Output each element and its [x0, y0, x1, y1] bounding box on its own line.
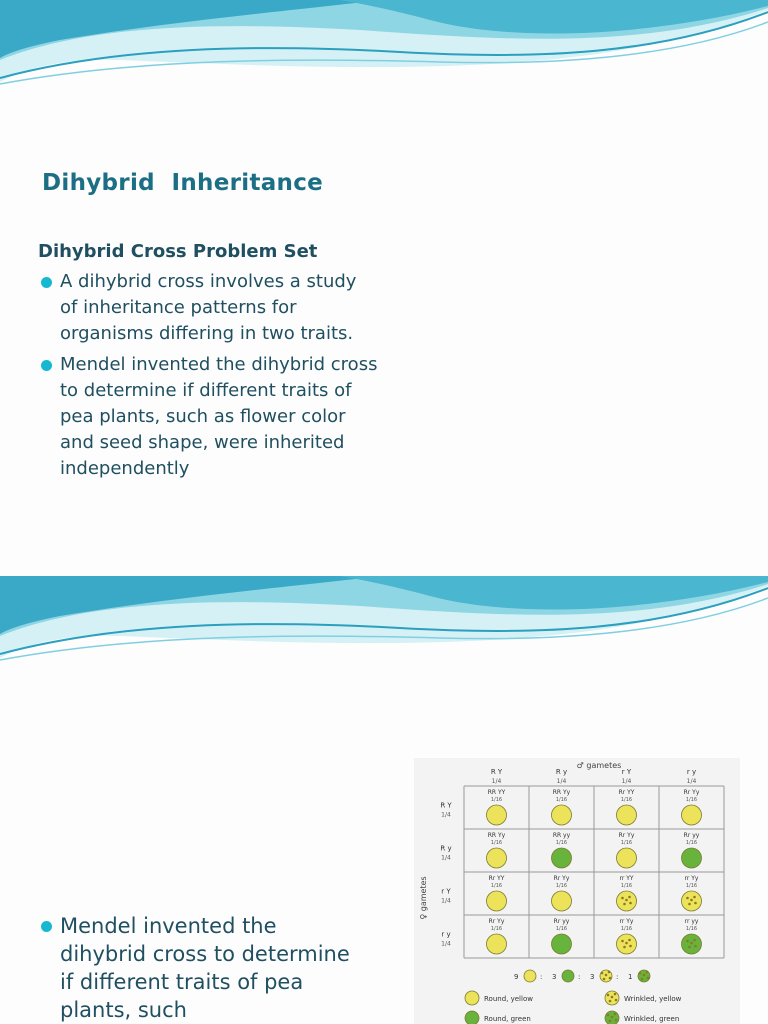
- bullet-item: A dihybrid cross involves a study of inheritance patterns for organisms differing in two traits.: [38, 269, 378, 347]
- pea-wrinkle-spot: [609, 1020, 612, 1023]
- pea-wrinkle-spot: [625, 899, 628, 902]
- pea-wrinkle-spot: [625, 942, 628, 945]
- genotype-label: rr Yy: [619, 918, 634, 925]
- ratio-pea: [562, 970, 574, 982]
- genotype-label: rr Yy: [684, 875, 699, 882]
- cell-fraction: 1/16: [620, 883, 633, 889]
- ratio-value: 3: [590, 973, 595, 981]
- pea-wrinkle-spot: [690, 942, 693, 945]
- legend-label: Round, yellow: [484, 995, 533, 1003]
- pea-wrinkle-spot: [629, 945, 632, 948]
- genotype-label: Rr yy: [683, 832, 700, 839]
- pea-wrinkle-spot: [607, 1014, 610, 1017]
- cell-fraction: 1/16: [620, 797, 633, 803]
- genotype-label: Rr Yy: [488, 918, 505, 925]
- slide-title: Dihybrid Inheritance: [42, 170, 324, 196]
- female-gamete-label: R Y: [440, 801, 452, 810]
- pea-wrinkle-spot: [686, 897, 689, 900]
- ratio-separator: :: [616, 973, 619, 981]
- cell-fraction: 1/16: [555, 926, 568, 932]
- gamete-fraction: 1/4: [441, 854, 451, 862]
- ratio-separator: :: [578, 973, 581, 981]
- pea-wrinkle-spot: [690, 899, 693, 902]
- header-wave-decoration: [0, 576, 768, 672]
- pea-wrinkle-spot: [611, 996, 614, 999]
- gamete-fraction: 1/4: [441, 811, 451, 819]
- pea-wrinkle-spot: [621, 897, 624, 900]
- punnett-square: [414, 758, 740, 1024]
- pea-wrinkle-spot: [628, 896, 631, 899]
- pea-wrinkle-spot: [623, 946, 626, 949]
- cell-fraction: 1/16: [490, 840, 503, 846]
- legend-pea: [465, 991, 479, 1005]
- pea-wrinkle-spot: [639, 972, 642, 975]
- male-gamete-label: R Y: [490, 768, 503, 776]
- pea-seed: [487, 934, 507, 954]
- gamete-fraction: 1/4: [441, 940, 451, 948]
- cell-fraction: 1/16: [685, 926, 698, 932]
- pea-wrinkle-spot: [641, 978, 644, 981]
- pea-wrinkle-spot: [615, 1019, 618, 1022]
- pea-wrinkle-spot: [621, 940, 624, 943]
- legend-label: Wrinkled, yellow: [624, 995, 682, 1003]
- pea-wrinkle-spot: [611, 1016, 614, 1019]
- genotype-label: Rr yy: [553, 918, 570, 925]
- header-wave-decoration: [0, 0, 768, 96]
- ratio-value: 1: [628, 973, 633, 981]
- genotype-label: RR YY: [487, 789, 506, 796]
- pea-seed: [552, 891, 572, 911]
- cell-fraction: 1/16: [620, 926, 633, 932]
- genotype-label: RR Yy: [552, 789, 571, 796]
- pea-wrinkle-spot: [614, 993, 617, 996]
- pea-wrinkle-spot: [623, 903, 626, 906]
- pea-seed: [552, 848, 572, 868]
- gamete-fraction: 1/4: [441, 897, 451, 905]
- female-gamete-label: R y: [440, 844, 452, 853]
- ratio-pea: [524, 970, 536, 982]
- ratio-value: 3: [552, 973, 557, 981]
- pea-wrinkle-spot: [694, 945, 697, 948]
- cell-fraction: 1/16: [490, 926, 503, 932]
- pea-wrinkle-spot: [688, 903, 691, 906]
- cell-fraction: 1/16: [685, 840, 698, 846]
- pea-wrinkle-spot: [694, 902, 697, 905]
- ratio-value: 9: [514, 973, 519, 981]
- pea-seed: [487, 805, 507, 825]
- pea-wrinkle-spot: [615, 999, 618, 1002]
- pea-seed: [617, 848, 637, 868]
- genotype-label: Rr Yy: [683, 789, 700, 796]
- genotype-label: Rr YY: [488, 875, 505, 882]
- cell-fraction: 1/16: [490, 883, 503, 889]
- ratio-separator: :: [540, 973, 543, 981]
- pea-wrinkle-spot: [614, 1013, 617, 1016]
- pea-wrinkle-spot: [693, 939, 696, 942]
- legend-pea: [465, 1011, 479, 1024]
- genotype-label: Rr YY: [618, 789, 635, 796]
- bullet-list: [38, 912, 368, 1024]
- pea-wrinkle-spot: [608, 971, 611, 974]
- genotype-label: RR yy: [552, 832, 571, 839]
- pea-wrinkle-spot: [629, 902, 632, 905]
- punnett-square-figure: [414, 758, 740, 1024]
- pea-seed: [487, 891, 507, 911]
- cell-fraction: 1/16: [685, 883, 698, 889]
- pea-wrinkle-spot: [693, 896, 696, 899]
- pea-wrinkle-spot: [609, 1000, 612, 1003]
- pea-seed: [552, 805, 572, 825]
- male-gamete-label: r Y: [621, 768, 632, 776]
- pea-wrinkle-spot: [605, 974, 608, 977]
- pea-wrinkle-spot: [603, 978, 606, 981]
- cell-fraction: 1/16: [555, 797, 568, 803]
- pea-seed: [617, 805, 637, 825]
- bullet-list: [38, 269, 378, 487]
- genotype-label: rr YY: [619, 875, 634, 882]
- pea-wrinkle-spot: [628, 939, 631, 942]
- gamete-fraction: 1/4: [621, 778, 632, 785]
- bullet-item: Mendel invented the dihybrid cross to determine if different traits of pea plants, such as flower color and seed shape, were inherited independently: [38, 352, 378, 482]
- female-gamete-label: r y: [441, 930, 451, 939]
- punnett-side-label: ♀ gametes: [419, 876, 428, 920]
- genotype-label: Rr Yy: [618, 832, 635, 839]
- pea-wrinkle-spot: [647, 977, 650, 980]
- cell-fraction: 1/16: [555, 840, 568, 846]
- pea-wrinkle-spot: [646, 971, 649, 974]
- gamete-fraction: 1/4: [556, 778, 567, 785]
- legend-label: Wrinkled, green: [624, 1015, 680, 1023]
- gamete-fraction: 1/4: [686, 778, 697, 785]
- pea-wrinkle-spot: [643, 974, 646, 977]
- gamete-fraction: 1/4: [491, 778, 502, 785]
- pea-seed: [552, 934, 572, 954]
- pea-wrinkle-spot: [686, 940, 689, 943]
- pea-wrinkle-spot: [607, 994, 610, 997]
- cell-fraction: 1/16: [555, 883, 568, 889]
- pea-seed: [682, 805, 702, 825]
- genotype-label: rr yy: [684, 918, 699, 925]
- cell-fraction: 1/16: [685, 797, 698, 803]
- slide-2: [0, 576, 768, 1024]
- cell-fraction: 1/16: [620, 840, 633, 846]
- pea-seed: [487, 848, 507, 868]
- punnett-header-label: ♂ gametes: [576, 761, 622, 770]
- genotype-label: Rr Yy: [553, 875, 570, 882]
- male-gamete-label: r y: [686, 768, 697, 776]
- pea-wrinkle-spot: [609, 977, 612, 980]
- cell-fraction: 1/16: [490, 797, 503, 803]
- pea-wrinkle-spot: [688, 946, 691, 949]
- legend-label: Round, green: [484, 1015, 531, 1023]
- pea-seed: [682, 848, 702, 868]
- pea-wrinkle-spot: [601, 972, 604, 975]
- slide-subheading: Dihybrid Cross Problem Set: [38, 241, 318, 262]
- female-gamete-label: r Y: [441, 887, 451, 896]
- genotype-label: RR Yy: [487, 832, 506, 839]
- male-gamete-label: R y: [555, 768, 568, 776]
- bullet-item: Mendel invented the dihybrid cross to determine if different traits of pea plants, such: [38, 912, 368, 1024]
